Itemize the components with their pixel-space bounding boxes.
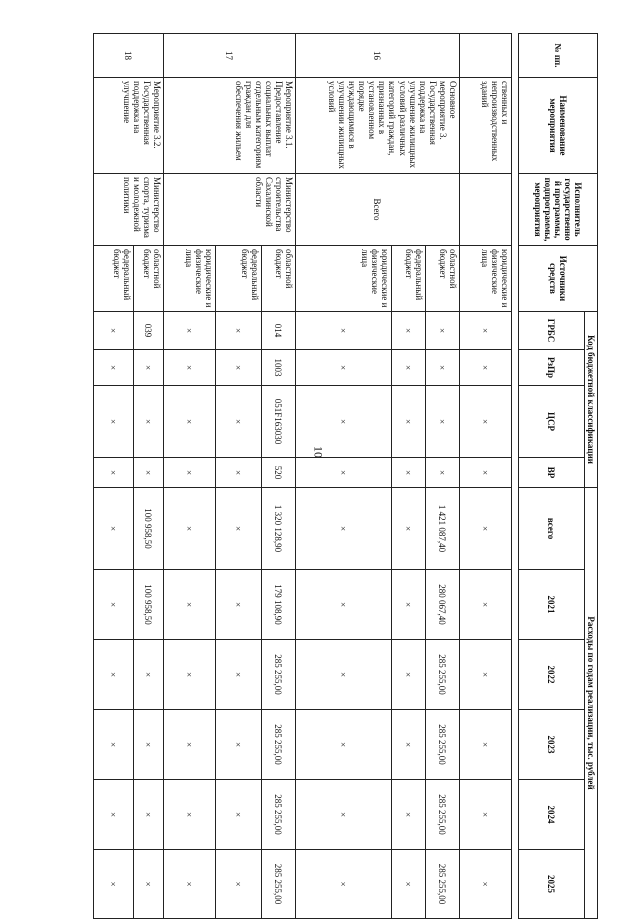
cell: × [133, 780, 163, 850]
cell: × [459, 780, 511, 850]
cell: × [93, 488, 133, 570]
cell: 014 [261, 312, 295, 350]
row-name-text: Государственная поддержка на улучшение [121, 81, 152, 145]
cell: × [93, 350, 133, 386]
cell: × [391, 458, 425, 488]
cell: 100 958,50 [133, 488, 163, 570]
cell: × [133, 386, 163, 458]
row-source: юридические и физические лица [163, 246, 215, 312]
cell: × [215, 640, 261, 710]
cell: 520 [261, 458, 295, 488]
cell: 100 958,50 [133, 570, 163, 640]
cell: × [93, 710, 133, 780]
row-name-text: Предоставление социальных выплат отдельным категориям граждан для обеспечения жильем [233, 81, 284, 169]
cell: × [163, 312, 215, 350]
cell: × [295, 458, 391, 488]
row-executor: Министерство строительства Сахалинской области [163, 174, 295, 246]
row-source: областной бюджет [133, 246, 163, 312]
cell: 285 255,00 [425, 710, 459, 780]
cell: 039 [133, 312, 163, 350]
row-executor: Всего [295, 174, 459, 246]
cell: × [163, 458, 215, 488]
cell: × [133, 850, 163, 919]
cell: × [295, 312, 391, 350]
cell: × [163, 350, 215, 386]
row-num: 18 [93, 34, 163, 78]
header-name: Наименование мероприятия [518, 78, 597, 174]
cell: × [215, 350, 261, 386]
cell: × [215, 458, 261, 488]
cell: × [93, 780, 133, 850]
cell: × [215, 312, 261, 350]
cell: × [425, 458, 459, 488]
header-2021: 2021 [518, 570, 584, 640]
cell: × [295, 710, 391, 780]
header-num: № пп. [518, 34, 597, 78]
cell: × [215, 386, 261, 458]
row-executor [459, 174, 511, 246]
page-number: 10 [311, 446, 326, 458]
cell: × [93, 386, 133, 458]
row-source: юридические и физические лица [295, 246, 391, 312]
cell: × [391, 850, 425, 919]
row-source: федеральный бюджет [215, 246, 261, 312]
cell: × [459, 488, 511, 570]
cell: × [295, 850, 391, 919]
cell: × [295, 640, 391, 710]
cell: × [163, 570, 215, 640]
cell: × [93, 570, 133, 640]
row-num: 17 [163, 34, 295, 78]
cell: × [93, 640, 133, 710]
cell: × [133, 710, 163, 780]
header-executor: Исполнитель государственной программы, подпрограммы, мероприятия [518, 174, 597, 246]
cell: × [459, 640, 511, 710]
cell: × [459, 850, 511, 919]
cell: × [93, 850, 133, 919]
cell: × [163, 850, 215, 919]
row-num [459, 34, 511, 78]
cell: × [163, 710, 215, 780]
header-vr: ВР [518, 458, 584, 488]
cell: × [295, 386, 391, 458]
row-source: юридические и физические лица [459, 246, 511, 312]
header-expenses: Расходы по годам реализации, тыс. рублей [584, 488, 597, 919]
rotated-page [43, 33, 598, 905]
row-executor: Министерство спорта, туризма и молодежной политики [93, 174, 163, 246]
cell: 1 320 128,90 [261, 488, 295, 570]
cell: 285 255,00 [261, 780, 295, 850]
table-row [133, 34, 163, 919]
cell: 285 255,00 [261, 710, 295, 780]
cell: × [459, 458, 511, 488]
row-name: ственных и непроизводственных зданий [459, 78, 511, 174]
row-num: 16 [295, 34, 459, 78]
cell: × [425, 312, 459, 350]
cell: × [391, 780, 425, 850]
header-2022: 2022 [518, 640, 584, 710]
table-row [459, 34, 511, 919]
row-name [93, 78, 163, 174]
table-row [425, 34, 459, 919]
cell: 285 255,00 [261, 640, 295, 710]
cell: × [215, 570, 261, 640]
cell: × [391, 710, 425, 780]
cell: × [133, 458, 163, 488]
cell: × [391, 386, 425, 458]
cell: × [391, 570, 425, 640]
cell: × [215, 710, 261, 780]
cell: × [459, 710, 511, 780]
cell: × [163, 640, 215, 710]
cell: 280 067,40 [425, 570, 459, 640]
cell: 1 421 087,40 [425, 488, 459, 570]
row-source: областной бюджет [425, 246, 459, 312]
row-name: Основное мероприятие 3. Государственная поддержка на улучшение жилищных условий различных категорий граждан, признанных в установленном порядке нуждающимися в улучшении жилищных условий [295, 78, 459, 174]
cell: 285 255,00 [425, 780, 459, 850]
cell: × [215, 850, 261, 919]
row-name-title: Мероприятие 3.2. [151, 81, 162, 149]
row-source: областной бюджет [261, 246, 295, 312]
cell: 285 255,00 [425, 850, 459, 919]
expenses-table [93, 33, 598, 919]
table-row [261, 34, 295, 919]
cell: × [391, 640, 425, 710]
cell: × [133, 640, 163, 710]
cell: × [391, 350, 425, 386]
header-csr: ЦСР [518, 386, 584, 458]
row-name-title: Мероприятие 3.1. [283, 81, 294, 149]
cell: × [391, 488, 425, 570]
cell: × [163, 386, 215, 458]
header-2025: 2025 [518, 850, 584, 919]
cell: × [133, 350, 163, 386]
header-2023: 2023 [518, 710, 584, 780]
cell: × [295, 570, 391, 640]
cell: 179 108,90 [261, 570, 295, 640]
cell: × [295, 488, 391, 570]
header-2024: 2024 [518, 780, 584, 850]
row-source: федеральный бюджет [93, 246, 133, 312]
cell: 051F163030 [261, 386, 295, 458]
cell: × [459, 386, 511, 458]
cell: × [295, 780, 391, 850]
cell: × [93, 312, 133, 350]
cell: × [459, 350, 511, 386]
cell: × [459, 312, 511, 350]
header-source: Источники средств [518, 246, 597, 312]
header-rzpr: РзПр [518, 350, 584, 386]
cell: × [215, 780, 261, 850]
header-budget-code: Код бюджетной классификации [584, 312, 597, 488]
cell: × [163, 488, 215, 570]
cell: 285 255,00 [425, 640, 459, 710]
cell: × [425, 350, 459, 386]
cell: × [459, 570, 511, 640]
cell: × [391, 312, 425, 350]
cell: × [215, 488, 261, 570]
header-grbs: ГРБС [518, 312, 584, 350]
cell: 1003 [261, 350, 295, 386]
cell: 285 255,00 [261, 850, 295, 919]
header-total: всего [518, 488, 584, 570]
cell: × [425, 386, 459, 458]
row-name [163, 78, 295, 174]
cell: × [93, 458, 133, 488]
cell: × [163, 780, 215, 850]
cell: × [295, 350, 391, 386]
row-source: федеральный бюджет [391, 246, 425, 312]
